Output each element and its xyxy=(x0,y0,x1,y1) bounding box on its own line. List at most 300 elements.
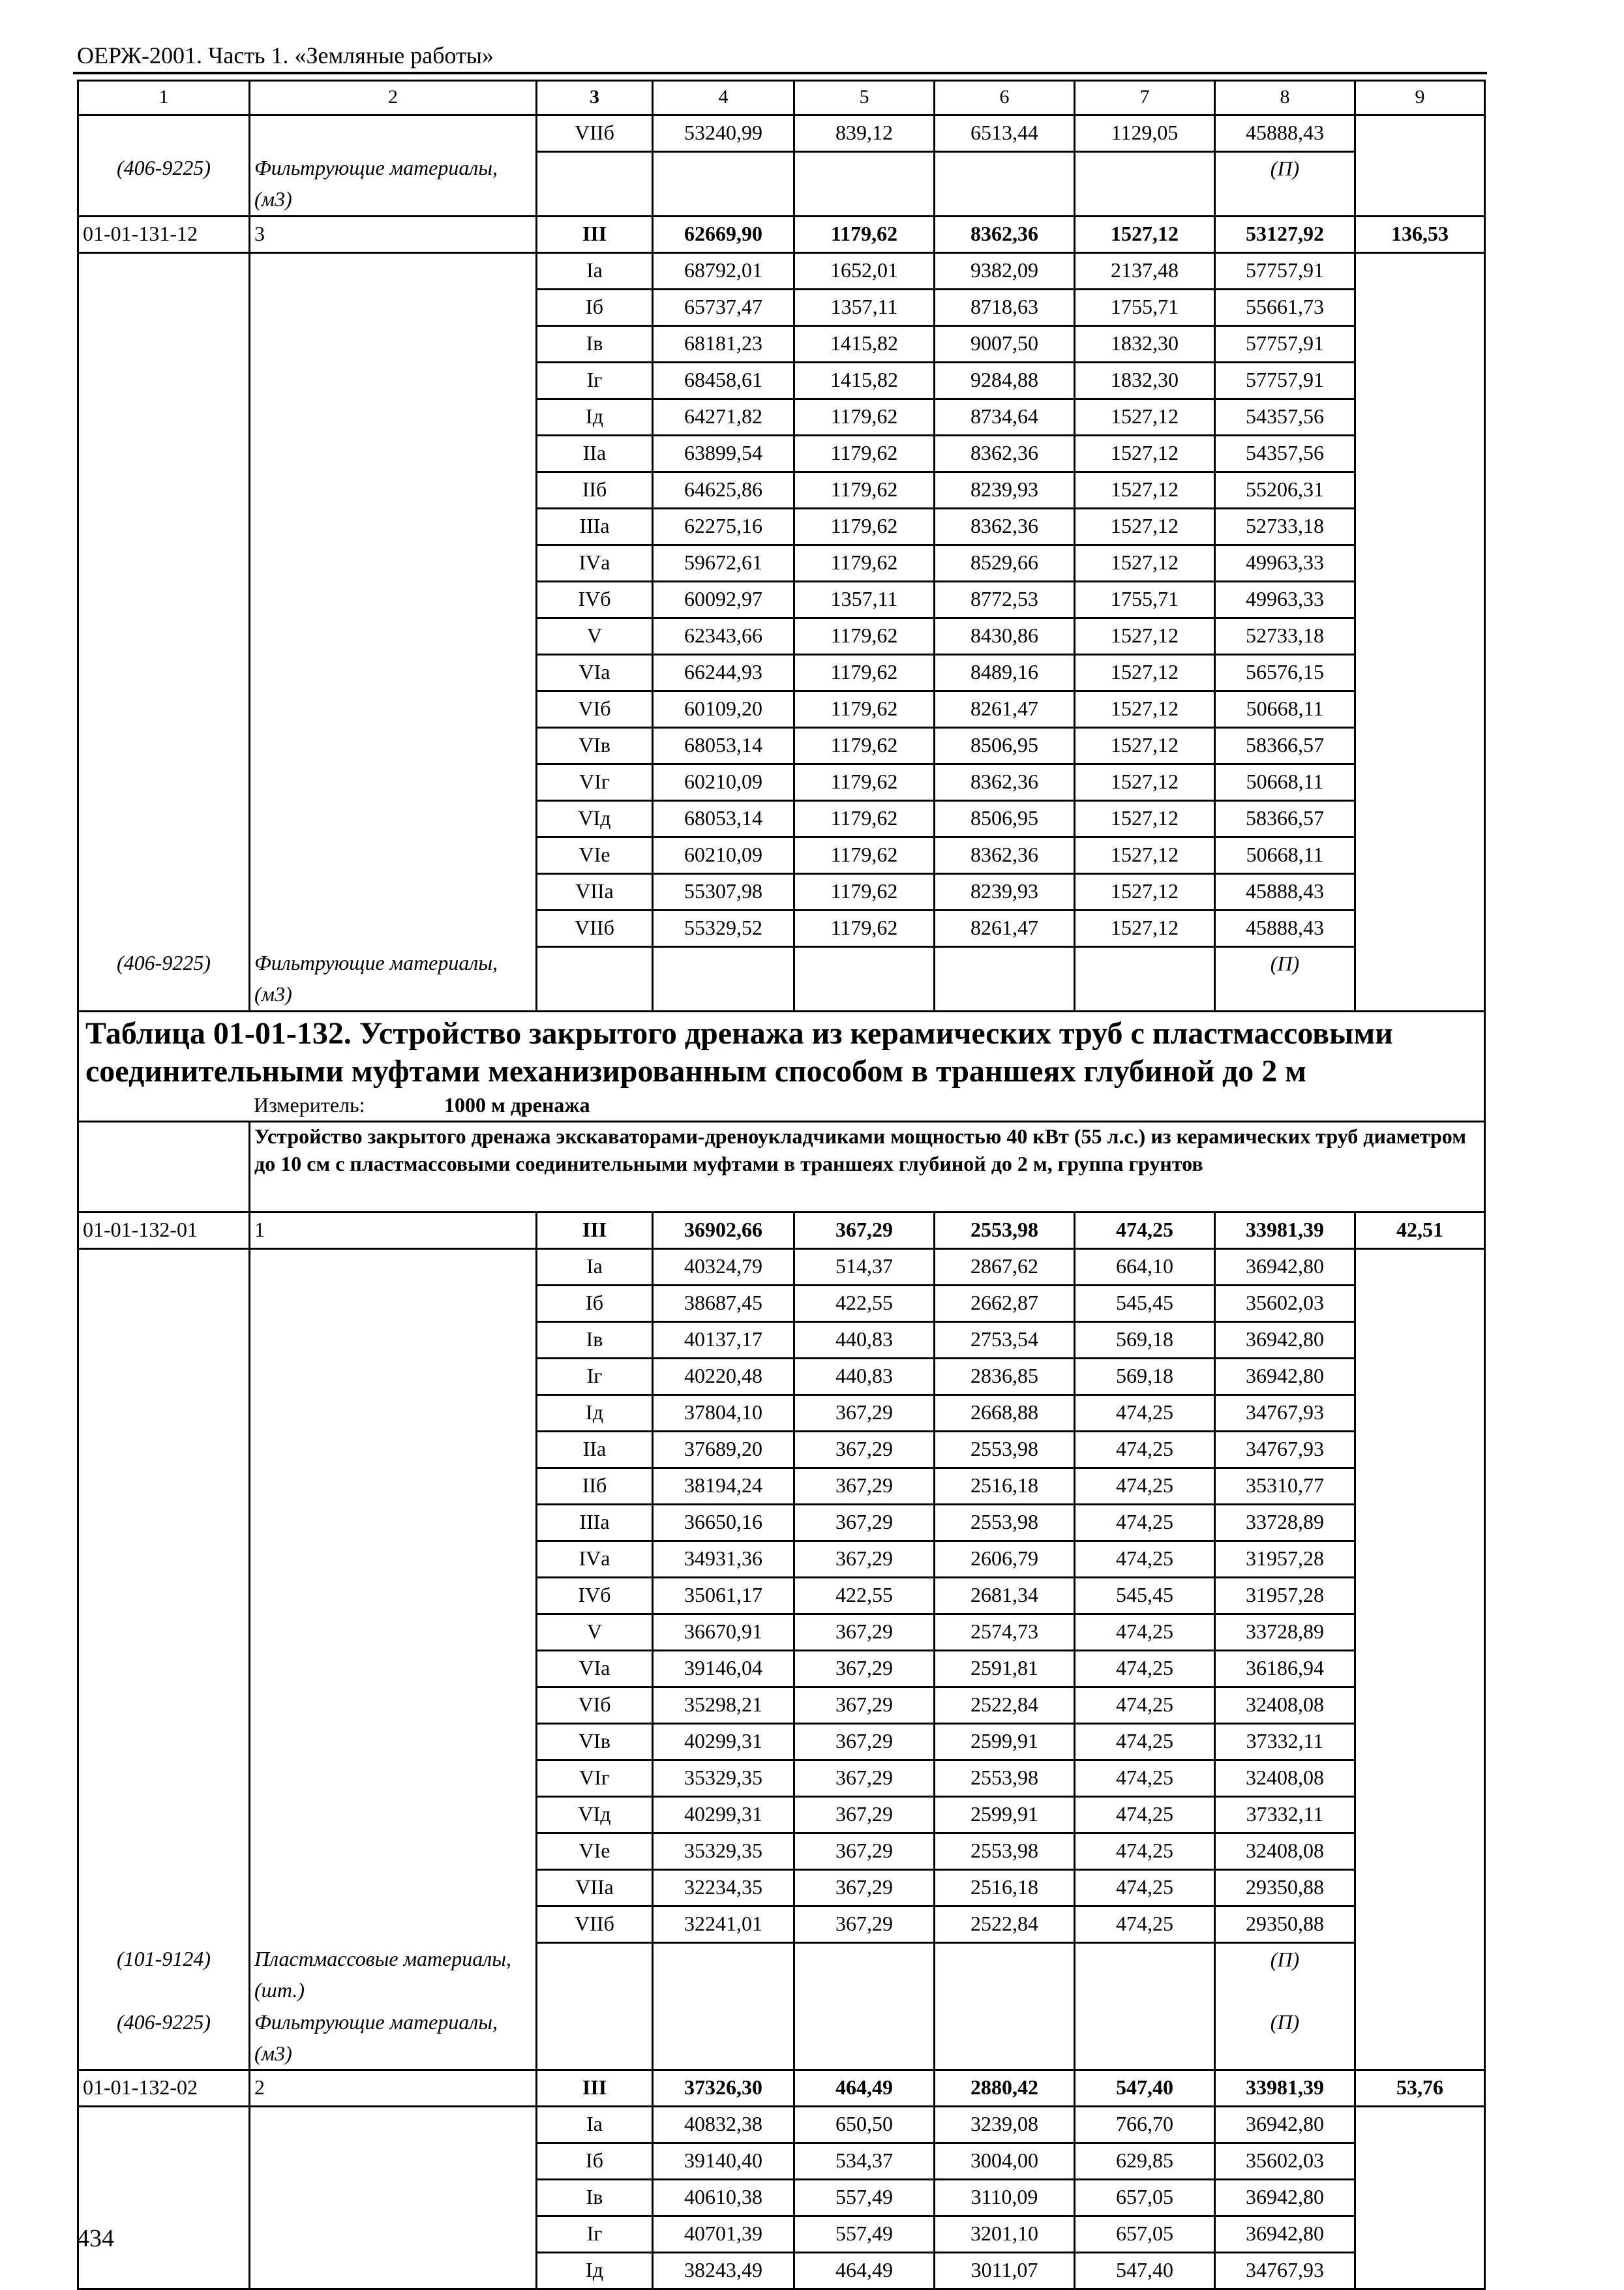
group-number xyxy=(250,1797,537,1833)
column-number: 1 xyxy=(78,81,250,115)
value-machinists-wages: 1527,12 xyxy=(1075,436,1215,472)
soil-zone: IIб xyxy=(537,1468,653,1505)
labour-cost xyxy=(1355,1468,1485,1505)
labour-cost xyxy=(1355,618,1485,655)
value-machines: 2574,73 xyxy=(935,1614,1075,1651)
value-machinists-wages: 545,45 xyxy=(1075,1578,1215,1614)
meter-row xyxy=(78,1091,1485,1122)
value-machines: 3110,09 xyxy=(935,2180,1075,2216)
rate-code xyxy=(78,1322,250,1359)
labour-cost xyxy=(1355,1286,1485,1322)
empty-cell xyxy=(1355,152,1485,217)
column-number: 2 xyxy=(250,81,537,115)
value-machines: 8734,64 xyxy=(935,399,1075,436)
soil-zone: Iг xyxy=(537,363,653,399)
table-row xyxy=(78,874,1485,911)
table-row xyxy=(78,436,1485,472)
value-machinists-wages: 629,85 xyxy=(1075,2143,1215,2180)
value-machinists-wages: 1527,12 xyxy=(1075,691,1215,728)
value-materials: 33981,39 xyxy=(1215,2070,1355,2107)
value-wages: 464,49 xyxy=(794,2253,935,2289)
value-machines: 8362,36 xyxy=(935,509,1075,545)
value-total: 40832,38 xyxy=(653,2107,794,2143)
value-machines: 2867,62 xyxy=(935,1249,1075,1286)
value-machines: 9007,50 xyxy=(935,326,1075,363)
labour-cost xyxy=(1355,253,1485,290)
empty-cell xyxy=(653,2006,794,2070)
rate-code xyxy=(78,837,250,874)
labour-cost: 136,53 xyxy=(1355,217,1485,253)
value-total: 68792,01 xyxy=(653,253,794,290)
value-wages: 1652,01 xyxy=(794,253,935,290)
value-machines: 2516,18 xyxy=(935,1870,1075,1906)
group-number xyxy=(250,326,537,363)
value-machines: 2836,85 xyxy=(935,1359,1075,1395)
value-wages: 1179,62 xyxy=(794,509,935,545)
value-total: 35298,21 xyxy=(653,1687,794,1724)
column-number: 4 xyxy=(653,81,794,115)
value-materials: 53127,92 xyxy=(1215,217,1355,253)
rate-code xyxy=(78,509,250,545)
value-machinists-wages: 474,25 xyxy=(1075,1395,1215,1432)
group-number xyxy=(250,2143,537,2180)
soil-zone: Iд xyxy=(537,2253,653,2289)
value-materials: 32408,08 xyxy=(1215,1687,1355,1724)
labour-cost xyxy=(1355,545,1485,582)
value-materials: 32408,08 xyxy=(1215,1833,1355,1870)
table-row xyxy=(78,728,1485,764)
labour-cost xyxy=(1355,1906,1485,1943)
meter xyxy=(78,1091,1485,1122)
meter-label: Измеритель: xyxy=(254,1093,365,1117)
value-wages: 367,29 xyxy=(794,1395,935,1432)
resource-mark: (П) xyxy=(1215,2006,1355,2070)
group-number xyxy=(250,363,537,399)
value-machinists-wages: 474,25 xyxy=(1075,1651,1215,1687)
rate-code xyxy=(78,1724,250,1760)
soil-zone: Iв xyxy=(537,1322,653,1359)
value-machines: 8489,16 xyxy=(935,655,1075,691)
group-number xyxy=(250,399,537,436)
value-machines: 2553,98 xyxy=(935,1213,1075,1249)
rate-code xyxy=(78,1505,250,1541)
value-total: 39140,40 xyxy=(653,2143,794,2180)
labour-cost xyxy=(1355,1760,1485,1797)
value-total: 62669,90 xyxy=(653,217,794,253)
labour-cost xyxy=(1355,2253,1485,2289)
labour-cost xyxy=(1355,1395,1485,1432)
value-wages: 1179,62 xyxy=(794,764,935,801)
value-machines: 8506,95 xyxy=(935,728,1075,764)
value-materials: 33728,89 xyxy=(1215,1614,1355,1651)
value-wages: 1179,62 xyxy=(794,874,935,911)
soil-zone: VIд xyxy=(537,801,653,837)
soil-zone: IVб xyxy=(537,1578,653,1614)
value-machines: 2681,34 xyxy=(935,1578,1075,1614)
value-total: 35061,17 xyxy=(653,1578,794,1614)
rate-code xyxy=(78,1797,250,1833)
value-materials: 36942,80 xyxy=(1215,2216,1355,2253)
rate-code xyxy=(78,290,250,326)
group-number: 3 xyxy=(250,217,537,253)
soil-zone: VIг xyxy=(537,1760,653,1797)
value-total: 40299,31 xyxy=(653,1797,794,1833)
labour-cost xyxy=(1355,2216,1485,2253)
rate-code xyxy=(78,2180,250,2216)
value-wages: 440,83 xyxy=(794,1359,935,1395)
group-number xyxy=(250,911,537,947)
rate-code xyxy=(78,728,250,764)
resource-code: (406-9225) xyxy=(78,947,250,1012)
table-row xyxy=(78,655,1485,691)
labour-cost xyxy=(1355,472,1485,509)
labour-cost xyxy=(1355,728,1485,764)
soil-zone: Iб xyxy=(537,290,653,326)
value-materials: 33981,39 xyxy=(1215,1213,1355,1249)
soil-zone: IVа xyxy=(537,1541,653,1578)
group-number xyxy=(250,115,537,152)
value-materials: 36186,94 xyxy=(1215,1651,1355,1687)
labour-cost: 42,51 xyxy=(1355,1213,1485,1249)
value-materials: 34767,93 xyxy=(1215,2253,1355,2289)
value-total: 40324,79 xyxy=(653,1249,794,1286)
value-wages: 1179,62 xyxy=(794,728,935,764)
labour-cost xyxy=(1355,1432,1485,1468)
rate-code xyxy=(78,911,250,947)
resource-row xyxy=(78,947,1485,1012)
labour-cost: 53,76 xyxy=(1355,2070,1485,2107)
empty-cell xyxy=(794,152,935,217)
resource-code: (406-9225) xyxy=(78,2006,250,2070)
value-total: 40610,38 xyxy=(653,2180,794,2216)
table-row xyxy=(78,764,1485,801)
soil-zone: III xyxy=(537,1213,653,1249)
value-total: 68053,14 xyxy=(653,728,794,764)
group-number xyxy=(250,1614,537,1651)
value-total: 34931,36 xyxy=(653,1541,794,1578)
value-machinists-wages: 657,05 xyxy=(1075,2216,1215,2253)
value-machinists-wages: 474,25 xyxy=(1075,1833,1215,1870)
table-row xyxy=(78,1724,1485,1760)
value-machinists-wages: 2137,48 xyxy=(1075,253,1215,290)
value-total: 60109,20 xyxy=(653,691,794,728)
soil-zone: VIа xyxy=(537,1651,653,1687)
empty-cell xyxy=(78,1122,250,1213)
soil-zone: IIа xyxy=(537,436,653,472)
soil-zone: Iд xyxy=(537,1395,653,1432)
table-row xyxy=(78,290,1485,326)
column-number-row xyxy=(78,81,1485,115)
value-wages: 557,49 xyxy=(794,2180,935,2216)
value-machines: 2599,91 xyxy=(935,1724,1075,1760)
value-total: 62275,16 xyxy=(653,509,794,545)
soil-zone: Iг xyxy=(537,1359,653,1395)
empty-cell xyxy=(1355,1943,1485,2007)
value-materials: 54357,56 xyxy=(1215,399,1355,436)
value-machinists-wages: 569,18 xyxy=(1075,1359,1215,1395)
table-row xyxy=(78,1651,1485,1687)
resource-name: Фильтрующие материалы, (м3) xyxy=(250,152,537,217)
value-wages: 422,55 xyxy=(794,1578,935,1614)
value-machines: 8772,53 xyxy=(935,582,1075,618)
value-materials: 45888,43 xyxy=(1215,911,1355,947)
labour-cost xyxy=(1355,1870,1485,1906)
value-machines: 2591,81 xyxy=(935,1651,1075,1687)
rate-code xyxy=(78,1651,250,1687)
group-number xyxy=(250,764,537,801)
rate-code xyxy=(78,545,250,582)
group-number xyxy=(250,1687,537,1724)
value-wages: 440,83 xyxy=(794,1322,935,1359)
value-total: 60092,97 xyxy=(653,582,794,618)
soil-zone: IIб xyxy=(537,472,653,509)
value-materials: 45888,43 xyxy=(1215,115,1355,152)
value-total: 35329,35 xyxy=(653,1833,794,1870)
rate-code xyxy=(78,436,250,472)
rate-code xyxy=(78,1870,250,1906)
value-machines: 8261,47 xyxy=(935,691,1075,728)
value-machinists-wages: 474,25 xyxy=(1075,1505,1215,1541)
value-machinists-wages: 1527,12 xyxy=(1075,217,1215,253)
value-machinists-wages: 474,25 xyxy=(1075,1906,1215,1943)
soil-zone: Iб xyxy=(537,1286,653,1322)
value-machines: 2753,54 xyxy=(935,1322,1075,1359)
value-machinists-wages: 474,25 xyxy=(1075,1797,1215,1833)
empty-cell xyxy=(935,2006,1075,2070)
value-materials: 36942,80 xyxy=(1215,1249,1355,1286)
soil-zone: Iг xyxy=(537,2216,653,2253)
value-materials: 49963,33 xyxy=(1215,545,1355,582)
rates-table xyxy=(77,80,1486,2290)
header-rule xyxy=(73,72,1487,74)
value-machinists-wages: 1832,30 xyxy=(1075,326,1215,363)
labour-cost xyxy=(1355,655,1485,691)
value-wages: 1179,62 xyxy=(794,217,935,253)
value-wages: 1179,62 xyxy=(794,691,935,728)
rate-code xyxy=(78,801,250,837)
labour-cost xyxy=(1355,691,1485,728)
table-row xyxy=(78,1578,1485,1614)
value-wages: 1179,62 xyxy=(794,618,935,655)
value-materials: 36942,80 xyxy=(1215,2180,1355,2216)
value-wages: 367,29 xyxy=(794,1724,935,1760)
rate-code xyxy=(78,363,250,399)
value-materials: 35602,03 xyxy=(1215,2143,1355,2180)
labour-cost xyxy=(1355,874,1485,911)
resource-code: (406-9225) xyxy=(78,152,250,217)
value-machines: 3004,00 xyxy=(935,2143,1075,2180)
group-number xyxy=(250,2107,537,2143)
value-machines: 8718,63 xyxy=(935,290,1075,326)
value-machines: 2599,91 xyxy=(935,1797,1075,1833)
rate-code: 01-01-132-01 xyxy=(78,1213,250,1249)
rate-code xyxy=(78,1906,250,1943)
table-row xyxy=(78,911,1485,947)
soil-zone: VIе xyxy=(537,837,653,874)
table-row xyxy=(78,253,1485,290)
rate-code xyxy=(78,2253,250,2289)
soil-zone: VIIб xyxy=(537,1906,653,1943)
value-wages: 650,50 xyxy=(794,2107,935,2143)
value-machines: 2668,88 xyxy=(935,1395,1075,1432)
group-number xyxy=(250,1833,537,1870)
group-number xyxy=(250,2253,537,2289)
group-number xyxy=(250,2216,537,2253)
value-total: 60210,09 xyxy=(653,764,794,801)
value-wages: 557,49 xyxy=(794,2216,935,2253)
value-wages: 839,12 xyxy=(794,115,935,152)
value-machinists-wages: 1527,12 xyxy=(1075,545,1215,582)
group-number xyxy=(250,1286,537,1322)
value-machinists-wages: 569,18 xyxy=(1075,1322,1215,1359)
labour-cost xyxy=(1355,1359,1485,1395)
labour-cost xyxy=(1355,2143,1485,2180)
value-wages: 367,29 xyxy=(794,1614,935,1651)
value-total: 55329,52 xyxy=(653,911,794,947)
soil-zone: V xyxy=(537,1614,653,1651)
table-row xyxy=(78,837,1485,874)
group-number xyxy=(250,1724,537,1760)
value-materials: 57757,91 xyxy=(1215,326,1355,363)
group-number xyxy=(250,1760,537,1797)
labour-cost xyxy=(1355,399,1485,436)
value-wages: 367,29 xyxy=(794,1797,935,1833)
rate-code xyxy=(78,582,250,618)
empty-cell xyxy=(537,1943,653,2007)
value-machines: 8261,47 xyxy=(935,911,1075,947)
value-materials: 45888,43 xyxy=(1215,874,1355,911)
resource-mark: (П) xyxy=(1215,947,1355,1012)
table-row xyxy=(78,1687,1485,1724)
table-row xyxy=(78,1797,1485,1833)
soil-zone: VIе xyxy=(537,1833,653,1870)
value-machinists-wages: 766,70 xyxy=(1075,2107,1215,2143)
table-row xyxy=(78,2216,1485,2253)
table-row xyxy=(78,509,1485,545)
value-total: 40701,39 xyxy=(653,2216,794,2253)
rate-code xyxy=(78,691,250,728)
value-machinists-wages: 1755,71 xyxy=(1075,582,1215,618)
table-row xyxy=(78,1432,1485,1468)
group-number xyxy=(250,436,537,472)
value-materials: 50668,11 xyxy=(1215,764,1355,801)
empty-cell xyxy=(537,2006,653,2070)
group-number xyxy=(250,1505,537,1541)
group-number xyxy=(250,1249,537,1286)
value-machinists-wages: 1527,12 xyxy=(1075,837,1215,874)
value-materials: 34767,93 xyxy=(1215,1432,1355,1468)
value-wages: 367,29 xyxy=(794,1651,935,1687)
soil-zone: Iа xyxy=(537,253,653,290)
table-row xyxy=(78,801,1485,837)
value-machines: 2522,84 xyxy=(935,1687,1075,1724)
table-row xyxy=(78,691,1485,728)
value-machines: 6513,44 xyxy=(935,115,1075,152)
rate-code xyxy=(78,399,250,436)
rate-code xyxy=(78,326,250,363)
table-row xyxy=(78,1541,1485,1578)
value-machines: 2606,79 xyxy=(935,1541,1075,1578)
value-machinists-wages: 545,45 xyxy=(1075,1286,1215,1322)
value-materials: 37332,11 xyxy=(1215,1724,1355,1760)
empty-cell xyxy=(1075,947,1215,1012)
empty-cell xyxy=(1355,947,1485,1012)
value-total: 39146,04 xyxy=(653,1651,794,1687)
resource-mark: (П) xyxy=(1215,1943,1355,2007)
value-total: 38687,45 xyxy=(653,1286,794,1322)
value-machinists-wages: 474,25 xyxy=(1075,1724,1215,1760)
value-machinists-wages: 547,40 xyxy=(1075,2253,1215,2289)
group-number xyxy=(250,290,537,326)
group-number xyxy=(250,509,537,545)
soil-zone: VIIа xyxy=(537,874,653,911)
empty-cell xyxy=(1075,1943,1215,2007)
labour-cost xyxy=(1355,363,1485,399)
value-materials: 34767,93 xyxy=(1215,1395,1355,1432)
value-total: 68053,14 xyxy=(653,801,794,837)
labour-cost xyxy=(1355,436,1485,472)
table-row xyxy=(78,472,1485,509)
value-machines: 2516,18 xyxy=(935,1468,1075,1505)
table-row xyxy=(78,1760,1485,1797)
table-row xyxy=(78,326,1485,363)
labour-cost xyxy=(1355,2107,1485,2143)
value-materials: 31957,28 xyxy=(1215,1541,1355,1578)
group-number xyxy=(250,655,537,691)
value-total: 32241,01 xyxy=(653,1906,794,1943)
rate-code xyxy=(78,1687,250,1724)
table-title: Таблица 01-01-132. Устройство закрытого дренажа из керамических труб с пластмассовыми соединительными муфтами механизированным способом в траншеях глубиной до 2 м xyxy=(78,1012,1485,1091)
labour-cost xyxy=(1355,1797,1485,1833)
value-total: 40299,31 xyxy=(653,1724,794,1760)
value-wages: 1179,62 xyxy=(794,399,935,436)
rate-code: 01-01-132-02 xyxy=(78,2070,250,2107)
value-materials: 57757,91 xyxy=(1215,253,1355,290)
value-total: 37804,10 xyxy=(653,1395,794,1432)
labour-cost xyxy=(1355,1833,1485,1870)
value-total: 68458,61 xyxy=(653,363,794,399)
value-wages: 367,29 xyxy=(794,1505,935,1541)
soil-zone: VIб xyxy=(537,1687,653,1724)
column-number: 9 xyxy=(1355,81,1485,115)
value-machines: 2662,87 xyxy=(935,1286,1075,1322)
value-materials: 58366,57 xyxy=(1215,801,1355,837)
empty-cell xyxy=(794,2006,935,2070)
table-row xyxy=(78,1468,1485,1505)
table-row xyxy=(78,2070,1485,2107)
value-machinists-wages: 474,25 xyxy=(1075,1870,1215,1906)
resource-name: Фильтрующие материалы, (м3) xyxy=(250,2006,537,2070)
table-row xyxy=(78,2180,1485,2216)
table-row xyxy=(78,545,1485,582)
group-number xyxy=(250,1541,537,1578)
group-number xyxy=(250,1359,537,1395)
table-row xyxy=(78,2143,1485,2180)
value-machinists-wages: 1527,12 xyxy=(1075,399,1215,436)
value-machines: 8362,36 xyxy=(935,837,1075,874)
rate-code xyxy=(78,764,250,801)
value-materials: 49963,33 xyxy=(1215,582,1355,618)
value-total: 55307,98 xyxy=(653,874,794,911)
table-row xyxy=(78,1286,1485,1322)
value-machinists-wages: 1527,12 xyxy=(1075,655,1215,691)
value-total: 38194,24 xyxy=(653,1468,794,1505)
soil-zone: IIIа xyxy=(537,1505,653,1541)
value-wages: 1179,62 xyxy=(794,911,935,947)
group-number xyxy=(250,1432,537,1468)
value-wages: 1415,82 xyxy=(794,363,935,399)
labour-cost xyxy=(1355,2180,1485,2216)
